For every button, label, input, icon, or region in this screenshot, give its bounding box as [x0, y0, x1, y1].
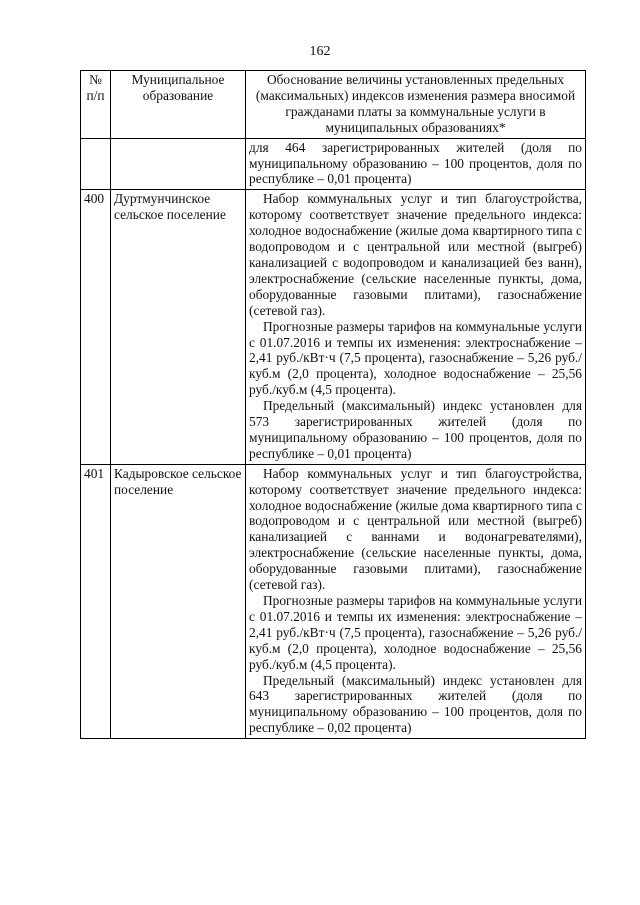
continuation-row — [81, 138, 586, 190]
table-row — [81, 464, 586, 738]
index-paragraph: Предельный (максимальный) индекс установлен для 643 зарегистрированных жителей (доля по муниципальному образованию – 100 процентов, доля по республике – 0,02 процента) — [249, 672, 582, 736]
municipality-name: Кадыровское сельское поселение — [111, 464, 246, 738]
table-row — [81, 190, 586, 464]
header-municipality: Муниципальное образование — [111, 71, 246, 139]
continuation-municipality — [111, 138, 246, 190]
justification-cell — [246, 464, 586, 738]
justification-cell — [246, 190, 586, 464]
continuation-num — [81, 138, 111, 190]
tariffs-paragraph: Прогнозные размеры тарифов на коммунальные услуги с 01.07.2016 и темпы их изменения: электроснабжение – 2,41 руб./кВт·ч (7,5 процента), газоснабжение – 5,26 руб./куб.м (2,0 процента), холодное водоснабжение – 25,56 руб./куб.м (4,5 процента). — [249, 318, 582, 398]
row-number: 400 — [81, 190, 111, 464]
tariff-index-table — [80, 70, 586, 739]
header-justification: Обоснование величины установленных предельных (максимальных) индексов изменения размера вносимой гражданами платы за коммунальные услуги в муниципальных образованиях* — [246, 71, 586, 139]
header-num: № п/п — [81, 71, 111, 139]
continuation-text: для 464 зарегистрированных жителей (доля по муниципальному образованию – 100 процентов, доля по республике – 0,01 процента) — [246, 138, 586, 190]
row-number: 401 — [81, 464, 111, 738]
services-set-paragraph: Набор коммунальных услуг и тип благоустройства, которому соответствует значение предельного индекса: холодное водоснабжение (жилые дома квартирного типа с водопроводом и с центральной или местной (выгреб) канализацией с ваннами и водонагревателями), электроснабжение (сельские населенные пункты, дома, оборудованные газовыми плитами), газоснабжение (сетевой газ). — [249, 465, 582, 593]
index-paragraph: Предельный (максимальный) индекс установлен для 573 зарегистрированных жителей (доля по муниципальному образованию – 100 процентов, доля по республике – 0,01 процента) — [249, 398, 582, 461]
tariffs-paragraph: Прогнозные размеры тарифов на коммунальные услуги с 01.07.2016 и темпы их изменения: электроснабжение – 2,41 руб./кВт·ч (7,5 процента), газоснабжение – 5,26 руб./куб.м (2,0 процента), холодное водоснабжение – 25,56 руб./куб.м (4,5 процента). — [249, 593, 582, 672]
table-header-row — [81, 71, 586, 139]
municipality-name: Дуртмунчинское сельское поселение — [111, 190, 246, 464]
page-number: 162 — [309, 44, 331, 59]
services-set-paragraph: Набор коммунальных услуг и тип благоустройства, которому соответствует значение предельного индекса: холодное водоснабжение (жилые дома квартирного типа с водопроводом и с центральной или местной (выгреб) канализацией с водопроводом и канализацией без ванн), электроснабжение (сельские населенные пункты, дома, оборудованные газовыми плитами), газоснабжение (сетевой газ). — [249, 191, 582, 318]
